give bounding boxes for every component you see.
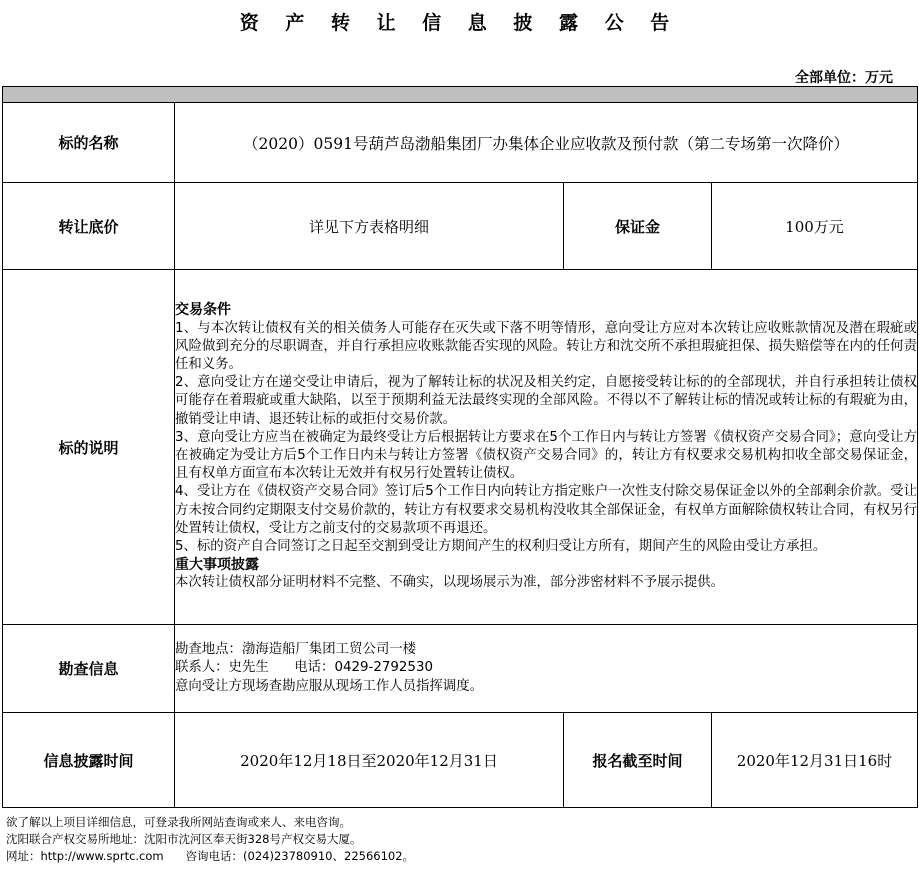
row-price (3, 183, 918, 270)
condition-item: 5、标的资产自合同签订之日起至交割到受让方期间产生的权利归受让方所有，期间产生的风险由受让方承担。 (175, 539, 827, 555)
footer-website-link[interactable]: 网址：http://www.sprtc.com 咨询电话：(024)23780910、22566102。 (6, 849, 415, 863)
inspection-content (175, 625, 918, 713)
row-inspection (3, 625, 918, 713)
disclosure-text: 本次转让债权部分证明材料不完整、不确实，以现场展示为准，部分涉密材料不予展示提供。 (175, 575, 725, 591)
header-bar-row (3, 87, 918, 103)
target-name-label: 标的名称 (3, 103, 175, 183)
row-target-name (3, 103, 918, 183)
price-value: 详见下方表格明细 (175, 183, 564, 270)
unit-note: 全部单位：万元 (795, 70, 893, 86)
conditions-heading: 交易条件 (175, 302, 231, 319)
row-time (3, 713, 918, 808)
inspection-note: 意向受让方现场查勘应服从现场工作人员指挥调度。 (175, 678, 483, 694)
description-content (175, 270, 918, 625)
disclosure-heading: 重大事项披露 (175, 557, 259, 574)
disclosure-time-label: 信息披露时间 (3, 713, 175, 808)
inspection-label: 勘查信息 (3, 625, 175, 713)
condition-item: 4、受让方在《债权资产交易合同》签订后5个工作日内向转让方指定账户一次性支付除交易保证金以外的全部剩余价款。受让方未按合同约定期限支付交易价款的，转让方有权要求交易机构没收其全部保证金，有权单方面解除债权转让合同，有权另行处置转让债权，受让方之前支付的交易款项不再退还。 (175, 484, 917, 536)
footer-address: 沈阳联合产权交易所地址：沈阳市沈河区奉天街328号产权交易大厦。 (6, 832, 362, 846)
disclosure-table (2, 86, 918, 808)
inspection-location: 勘查地点：渤海造船厂集团工贸公司一楼 (175, 642, 417, 658)
deposit-label: 保证金 (564, 183, 712, 270)
deposit-value: 100万元 (712, 183, 918, 270)
price-label: 转让底价 (3, 183, 175, 270)
footer-line: 欲了解以上项目详细信息，可登录我所网站查询或来人、来电咨询。 (6, 815, 351, 829)
header-bar (3, 87, 918, 103)
condition-item: 1、与本次转让债权有关的相关债务人可能存在灭失或下落不明等情形，意向受让方应对本次转让应收账款情况及潜在瑕疵或风险做到充分的尽职调查，并自行承担应收账款能否实现的风险。转让方和沈交所不承担瑕疵担保、损失赔偿等在内的任何责任和义务。 (175, 320, 917, 372)
deadline-value: 2020年12月31日16时 (712, 713, 918, 808)
target-name-value: （2020）0591号葫芦岛渤船集团厂办集体企业应收款及预付款（第二专场第一次降价） (175, 103, 918, 183)
row-description (3, 270, 918, 625)
inspection-contact: 联系人：史先生 电话：0429-2792530 (175, 660, 433, 676)
disclosure-time-value: 2020年12月18日至2020年12月31日 (175, 713, 564, 808)
condition-item: 2、意向受让方在递交受让申请后，视为了解转让标的状况及相关约定，自愿接受转让标的的全部现状，并自行承担转让债权可能存在着瑕疵或重大缺陷，以至于预期利益无法最终实现的全部风险。不得以不了解转让标的情况或转让标的有瑕疵为由，撤销受让申请、退还转让标的或拒付交易价款。 (175, 375, 917, 427)
footer-info (6, 814, 414, 865)
deadline-label: 报名截至时间 (564, 713, 712, 808)
description-label: 标的说明 (3, 270, 175, 625)
page-title: 资 产 转 让 信 息 披 露 公 告 (239, 12, 680, 34)
condition-item: 3、意向受让方应当在被确定为最终受让方后根据转让方要求在5个工作日内与转让方签署《债权资产交易合同》；意向受让方在被确定为受让方后5个工作日内未与转让方签署《债权资产交易合同》的，转让方有权要求交易机构扣收全部交易保证金，且有权单方面宣布本次转让无效并有权另行处置转让债权。 (175, 429, 917, 482)
